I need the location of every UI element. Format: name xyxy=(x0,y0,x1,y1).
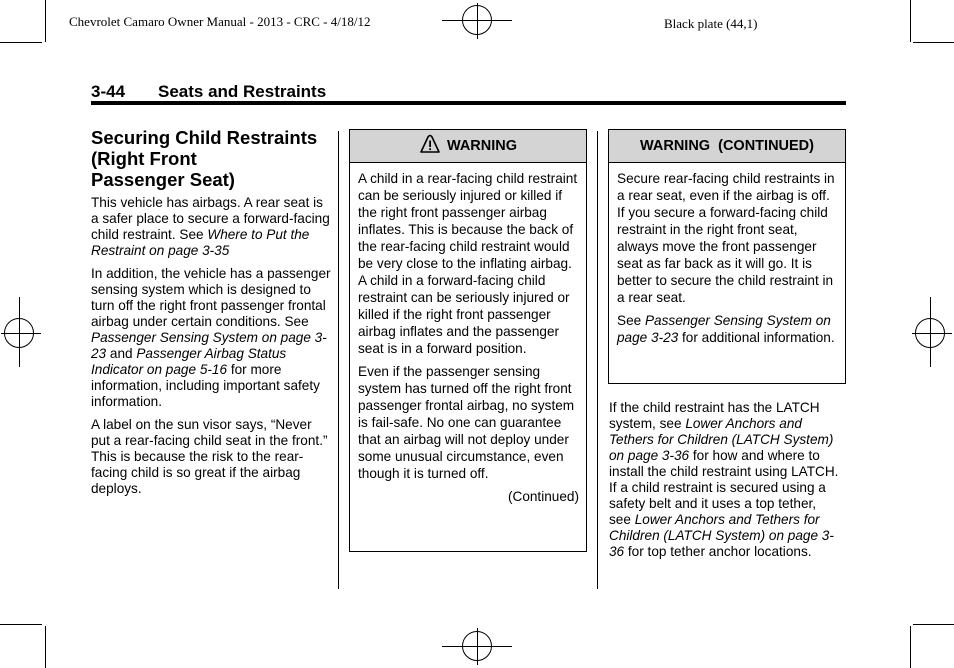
cross-reference: Where to Put the Restraint on page 3-35 xyxy=(91,227,310,258)
warning-header xyxy=(609,130,845,163)
paragraph: If the child restraint has the LATCH system, see Lower Anchors and Tethers for Children (LATCH System) on page 3-36 for how and where to install the child restraint using LATCH. If a child restraint is secured using a safety belt and it uses a top tether, see Lower Anchors and Tethers for Children (LATCH System) on page 3-36 for top tether anchor locations. xyxy=(609,400,839,559)
page-header xyxy=(91,82,326,102)
warning-body xyxy=(350,163,586,509)
cross-reference: Passenger Sensing System on page 3-23 xyxy=(617,313,831,345)
crop-mark xyxy=(45,626,46,668)
plate-info: Chevrolet Camaro Owner Manual - 2013 - CRC - 4/18/12 xyxy=(69,14,371,29)
cross-reference: Lower Anchors and Tethers for Children (LATCH System) on page 3-36 xyxy=(609,416,834,463)
column-3 xyxy=(609,400,841,567)
paragraph: A child in a rear-facing child restraint can be seriously injured or killed if the right front passenger airbag inflates. This is because the back of the rear-facing child restraint would be very close to the inflating airbag. A child in a forward-facing child restraint can be seriously injured or killed if the right front passenger airbag inflates and the passenger seat is in a forward position. xyxy=(358,171,578,356)
crop-mark xyxy=(0,624,42,625)
crop-mark xyxy=(910,0,911,42)
crop-mark xyxy=(913,624,954,625)
warning-box xyxy=(349,129,587,552)
crop-mark xyxy=(913,42,954,43)
section-title: Seats and Restraints xyxy=(158,82,327,101)
plate-number: Black plate (44,1) xyxy=(664,16,758,31)
column-divider xyxy=(597,131,598,589)
paragraph: A label on the sun visor says, “Never put a rear-facing child seat in the front.” This is because the risk to the rear-facing child is so great if the airbag deploys. xyxy=(91,417,328,496)
crop-mark xyxy=(45,0,46,42)
warning-box-continued xyxy=(608,129,846,384)
header-rule xyxy=(91,101,846,105)
warning-title: WARNING (CONTINUED) xyxy=(640,138,814,154)
warning-body xyxy=(609,163,845,356)
section-heading: Securing Child Restraints (Right Front Passenger Seat) xyxy=(91,127,318,190)
paragraph: In addition, the vehicle has a passenger sensing system which is designed to turn off the right front passenger frontal airbag under certain conditions. See Passenger Sensing System on page 3-23 and Passenger Airbag Status Indicator on page 5-16 for more information, including important safety information. xyxy=(91,266,331,409)
paragraph: Even if the passenger sensing system has turned off the right front passenger frontal airbag, no system is fail-safe. No one can guarantee that an airbag will not deploy under some unusual circumstance, even though it is turned off. xyxy=(358,364,575,481)
paragraph: Secure rear-facing child restraints in a rear seat, even if the airbag is off. If you secure a forward-facing child restraint in the right front seat, always move the front passenger seat as far back as it will go. It is better to secure the child restraint in a rear seat. xyxy=(617,171,835,305)
cross-reference: Lower Anchors and Tethers for Children (LATCH System) on page 3-36 xyxy=(609,512,834,559)
continued-label: (Continued) xyxy=(507,489,579,504)
column-1 xyxy=(91,127,331,504)
cross-reference: Passenger Airbag Status Indicator on page 5-16 xyxy=(91,346,287,377)
page-number: 3-44 xyxy=(91,82,126,101)
crop-mark xyxy=(0,42,42,43)
cross-reference: Passenger Sensing System on page 3-23 xyxy=(91,330,327,361)
warning-header xyxy=(350,130,586,163)
paragraph: This vehicle has airbags. A rear seat is a safer place to secure a forward-facing child restraint. See Where to Put the Restraint on page 3-35 xyxy=(91,195,330,258)
warning-icon xyxy=(419,134,441,158)
column-divider xyxy=(338,131,339,589)
crop-mark xyxy=(910,626,911,668)
paragraph: See Passenger Sensing System on page 3-23 for additional information. xyxy=(617,313,835,345)
warning-title: WARNING xyxy=(446,138,518,154)
